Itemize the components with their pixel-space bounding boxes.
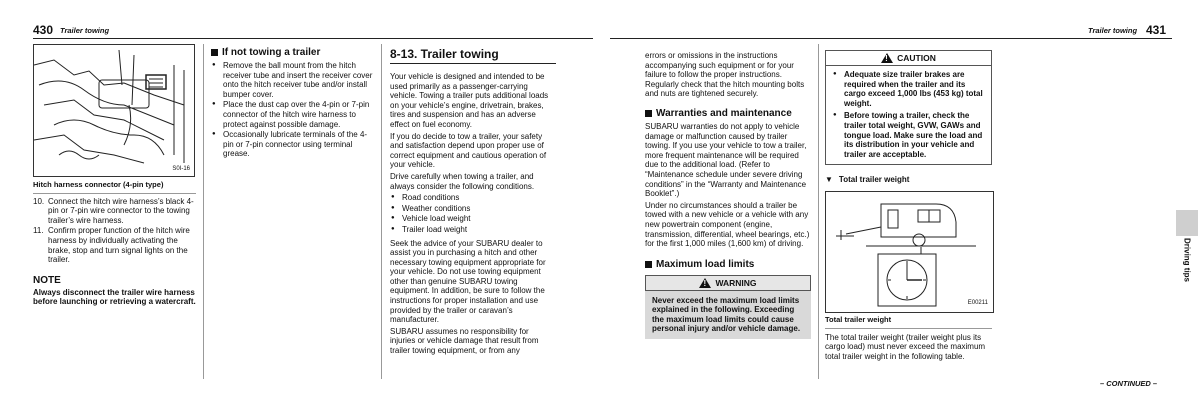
list-item: ● Adequate size trailer brakes are required when the trailer and its cargo exceed 1,000 lbs (453 kg) total weight.: [832, 70, 985, 108]
warranty-heading: [645, 108, 811, 119]
caption-rule: [825, 328, 992, 329]
warranty-text: [645, 122, 811, 249]
list-item: ● Remove the ball mount from the hitch receiver tube and insert the receiver cover onto the hitch receiver tube and/or install bumper cover.: [211, 61, 376, 99]
max-load-heading: [645, 259, 811, 270]
paragraph: If you do decide to tow a trailer, your safety and satisfaction depend upon proper use of correct equipment and cautious operation of your vehicle.: [390, 131, 547, 170]
square-bullet-icon: [211, 49, 218, 56]
figure-caption: Total trailer weight: [825, 314, 892, 324]
figure-code: E00211: [967, 299, 988, 306]
paragraph: Your vehicle is designed and intended to be used primarily as a passenger-carrying vehicle. Towing a trailer puts additional loads on your vehicle’s engine, drivetrain, brakes, tires and suspension and has an adverse effect on fuel economy.: [390, 72, 549, 129]
left-page-label: Trailer towing: [60, 26, 110, 35]
caution-title: CAUTION: [897, 53, 936, 63]
side-tab-label: Driving tips: [1182, 238, 1192, 283]
note-text: Always disconnect the trailer wire harness before launching or retrieving a watercraft.: [33, 287, 196, 307]
warning-triangle-icon: [699, 278, 711, 288]
warning-title: WARNING: [715, 277, 757, 288]
trailer-weight-figure: [825, 191, 994, 313]
step-text: Confirm proper function of the hitch wire harness by individually activating the brake, stop and turn signal lights on the trailer.: [48, 226, 190, 265]
square-bullet-icon: [645, 110, 652, 117]
not-towing-list: [211, 61, 376, 159]
column-1: [33, 44, 196, 307]
caution-triangle-icon: [881, 53, 893, 63]
caution-box: [825, 50, 992, 165]
step-item: [33, 197, 196, 226]
right-header-rule: [610, 38, 1172, 39]
warning-header: [645, 275, 811, 291]
paragraph: Seek the advice of your SUBARU dealer to assist you in purchasing a hitch and other necessary towing equipment appropriate for your vehicle. Do not use towing equipment other than genuine SUBARU towing equipment. In addition, be sure to follow the instructions for proper installation and use provided by the trailer or caravan’s manufacturer.: [390, 238, 546, 325]
caution-body: [826, 66, 991, 164]
caution-header: [826, 51, 991, 66]
column-4: [645, 51, 811, 339]
list-item: ● Weather conditions: [390, 204, 556, 214]
caution-list: [832, 70, 985, 159]
list-item: ● Before towing a trailer, check the trailer total weight, GVW, GAWs and tongue load. Make sure the load and its distribution in your vehicle and trailer are acceptable.: [832, 111, 985, 159]
column-5: [825, 50, 992, 361]
hitch-harness-illustration: [34, 45, 194, 176]
side-tab-block: [1176, 210, 1198, 236]
note-title: NOTE: [33, 274, 61, 286]
paragraph: Drive carefully when towing a trailer, and always consider the following conditions.: [390, 171, 535, 191]
column-divider: [203, 44, 204, 379]
caption-rule: [33, 193, 196, 194]
if-not-towing-heading: [211, 47, 376, 58]
column-2: [211, 47, 376, 160]
subheading-text: Total trailer weight: [838, 175, 910, 185]
right-page-number: 431: [1146, 23, 1167, 37]
step-item: [33, 226, 196, 264]
intro-text: [390, 72, 556, 356]
list-item: ● Trailer load weight: [390, 225, 556, 235]
square-bullet-icon: [645, 261, 652, 268]
continued-paragraph: errors or omissions in the instructions accompanying such equipment or for your failure to follow the proper instructions. Regularly check that the hitch mounting bolts and nuts are tightened securely.: [645, 51, 805, 99]
right-page-label: Trailer towing: [1088, 26, 1138, 35]
left-page-number: 430: [33, 23, 54, 37]
paragraph: Under no circumstances should a trailer be towed with a new vehicle or a vehicle with any new powertrain component (engine, transmission, differential, wheel bearings, etc.) for the first 1,000 miles (1,600 km) of driving.: [645, 200, 810, 249]
warning-box: [645, 275, 811, 339]
total-weight-text: The total trailer weight (trailer weight plus its cargo load) must never exceed the maximum total trailer weight in the following table.: [825, 332, 986, 361]
continued-label: – CONTINUED –: [1100, 379, 1158, 388]
column-divider: [818, 44, 819, 379]
paragraph: SUBARU warranties do not apply to vehicle damage or malfunction caused by trailer towing. If you use your vehicle to tow a trailer, more frequent maintenance will be required due to the additional load. (Refer to “Maintenance schedule under severe driving conditions” in the “Warranty and Maintenance Booklet”.): [645, 121, 807, 199]
side-tab: [1176, 238, 1198, 288]
column-divider: [381, 44, 382, 379]
total-trailer-weight-subheading: [825, 175, 992, 185]
heading-text: If not towing a trailer: [222, 47, 321, 58]
section-title: 8-13. Trailer towing: [390, 47, 556, 64]
step-number: 11.: [33, 226, 44, 236]
list-item: ● Road conditions: [390, 193, 556, 203]
figure-caption: Hitch harness connector (4-pin type): [33, 180, 164, 189]
figure-code: S0I-16: [172, 166, 190, 172]
paragraph: SUBARU assumes no responsibility for injuries or vehicle damage that result from trailer towing equipment, or from any: [390, 326, 539, 356]
steps-list: [33, 197, 196, 265]
warning-text: Never exceed the maximum load limits explained in the following. Exceeding the maximum load limits could cause personal injury and/or vehicle damage.: [645, 291, 811, 339]
list-item: ● Place the dust cap over the 4-pin or 7-pin connector of the hitch wire harness to protect against possible damage.: [211, 100, 376, 129]
hitch-harness-figure: [33, 44, 195, 177]
down-triangle-icon: ▼: [825, 175, 833, 185]
list-item: ● Vehicle load weight: [390, 214, 556, 224]
column-3: [390, 47, 556, 358]
heading-text: Warranties and maintenance: [656, 107, 792, 119]
list-item: ● Occasionally lubricate terminals of the 4-pin or 7-pin connector using terminal grease.: [211, 130, 376, 159]
left-header-rule: [33, 38, 593, 39]
heading-text: Maximum load limits: [656, 258, 755, 270]
step-number: 10.: [33, 196, 45, 206]
step-text: Connect the hitch wire harness’s black 4-pin or 7-pin wire connector to the towing trailer’s wire harness.: [48, 196, 194, 225]
trailer-scale-illustration: [826, 192, 993, 312]
conditions-list: [390, 193, 556, 234]
